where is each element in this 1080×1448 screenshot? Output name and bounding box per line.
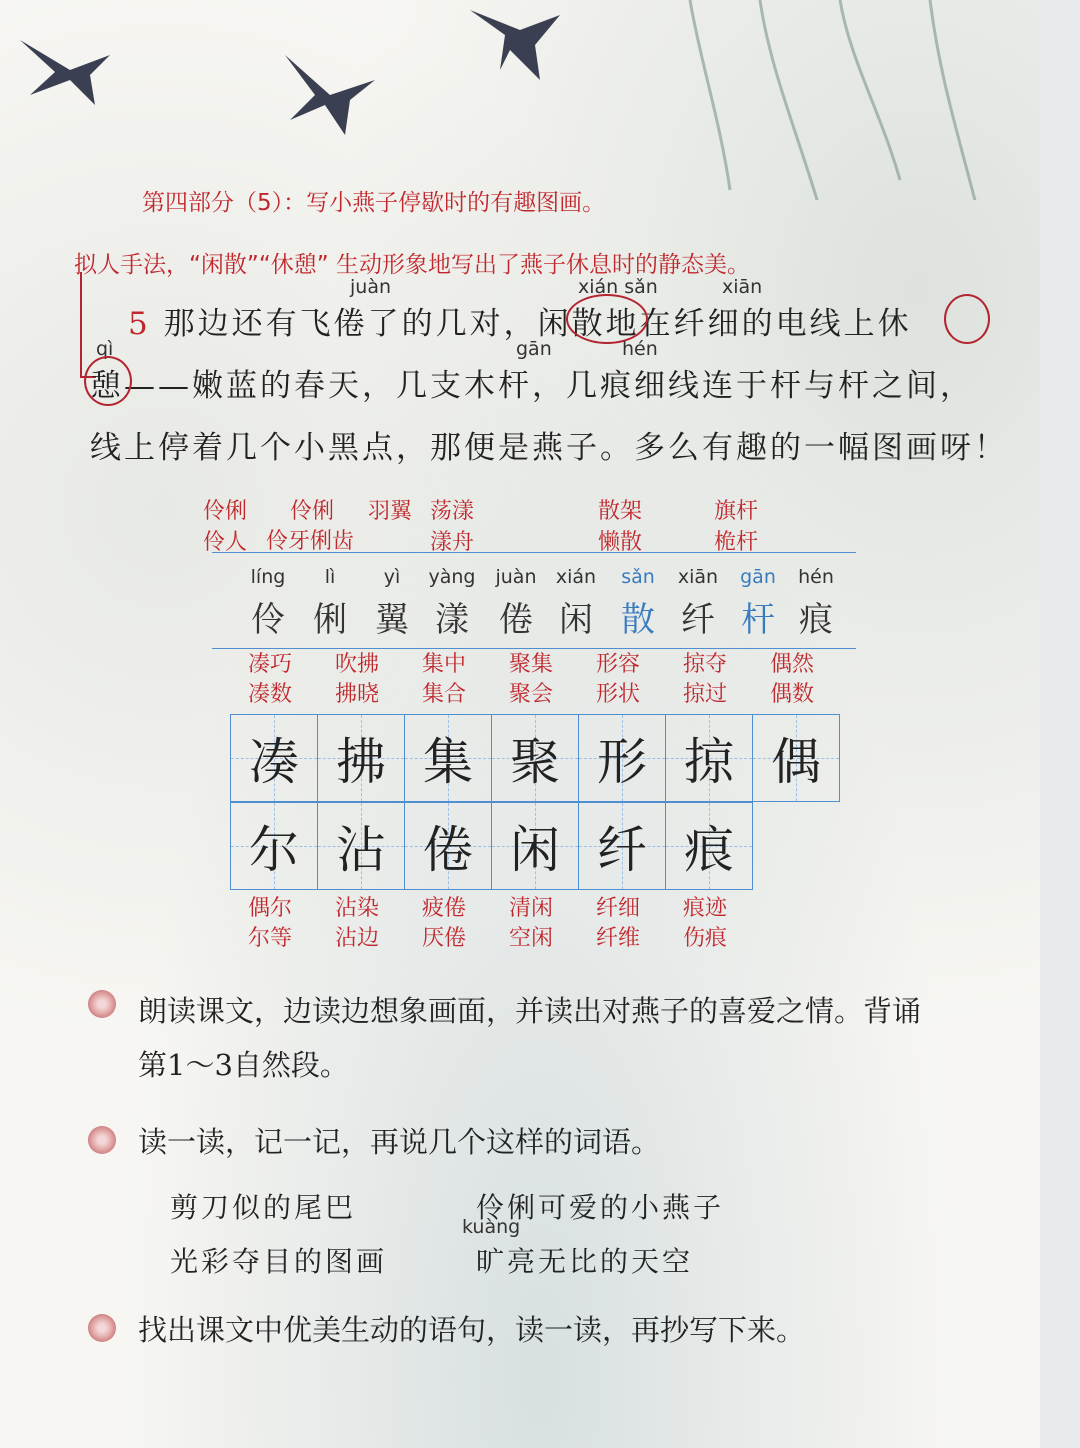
word-pair bbox=[248, 650, 334, 710]
word-pair bbox=[596, 894, 682, 954]
circle-xiansan bbox=[566, 294, 648, 344]
grid-cell: 偶 bbox=[753, 715, 839, 801]
pinyin-hen: hén bbox=[622, 338, 658, 360]
character-glyph: 漾 bbox=[435, 600, 469, 640]
words-yang bbox=[430, 494, 474, 556]
word: 沾边 bbox=[335, 926, 380, 951]
character-glyph: 闲 bbox=[559, 600, 593, 640]
phrase-3: 光彩夺目的图画 bbox=[170, 1245, 388, 1278]
grid-cell: 闲 bbox=[492, 803, 579, 889]
new-character bbox=[302, 566, 358, 641]
exercise-bullet-icon bbox=[88, 990, 116, 1018]
character-glyph: 杆 bbox=[741, 600, 775, 640]
word-pair bbox=[509, 894, 595, 954]
exercise-bullet-icon bbox=[88, 1126, 116, 1154]
word: 凑巧 bbox=[248, 652, 293, 677]
phrase-1: 剪刀似的尾巴 bbox=[170, 1191, 357, 1224]
grid-cell: 凑 bbox=[231, 715, 318, 801]
word: 荡漾 bbox=[430, 499, 475, 524]
pinyin-gan: gān bbox=[516, 338, 552, 360]
new-character bbox=[548, 566, 604, 641]
new-character bbox=[670, 566, 726, 641]
character-pinyin: yì bbox=[383, 566, 401, 588]
grid-cell: 集 bbox=[405, 715, 492, 801]
paragraph-line-1 bbox=[128, 298, 912, 343]
word: 清闲 bbox=[509, 896, 554, 921]
new-character bbox=[610, 566, 666, 641]
line2-text: 憩——嫩蓝的春天，几支木杆，几痕细线连于杆与杆之间， bbox=[90, 368, 974, 404]
exercise-bullet-icon bbox=[88, 1314, 116, 1342]
character-pinyin: líng bbox=[250, 566, 286, 588]
word: 纤维 bbox=[596, 926, 641, 951]
line1-text: 那边还有飞倦了的几对，闲散地在纤细的电线上休 bbox=[163, 306, 912, 342]
words-gan bbox=[714, 494, 758, 556]
character-pinyin: xiān bbox=[677, 566, 719, 588]
pinyin-kuang: kuàng bbox=[462, 1216, 521, 1238]
word-pair bbox=[596, 650, 682, 710]
grid-words-bottom bbox=[238, 894, 858, 958]
grid-cell: 拂 bbox=[318, 715, 405, 801]
character-pinyin: yàng bbox=[428, 566, 476, 588]
divider-top bbox=[212, 552, 856, 553]
page-edge bbox=[1040, 0, 1080, 1448]
word-pair bbox=[683, 894, 769, 954]
circle-xiu bbox=[944, 294, 990, 344]
new-character bbox=[424, 566, 480, 641]
paragraph-number: 5 bbox=[128, 306, 151, 342]
circle-qi bbox=[84, 356, 132, 406]
character-glyph: 伶 bbox=[251, 600, 285, 640]
character-glyph: 纤 bbox=[681, 600, 715, 640]
character-pinyin: sǎn bbox=[621, 566, 655, 588]
word: 伶俐 bbox=[203, 499, 248, 524]
words-lingli bbox=[203, 494, 247, 556]
word: 伶人 bbox=[203, 530, 248, 555]
exercise-1-line-2: 第1～3自然段。 bbox=[138, 1048, 349, 1082]
word: 尔等 bbox=[248, 926, 293, 951]
pinyin-juan: juàn bbox=[350, 276, 392, 298]
new-characters-row bbox=[240, 566, 840, 646]
word: 伤痕 bbox=[683, 926, 728, 951]
word: 聚会 bbox=[509, 682, 554, 707]
word: 集合 bbox=[422, 682, 467, 707]
new-character bbox=[788, 566, 844, 641]
word-pair bbox=[422, 650, 508, 710]
writing-grid-row-1 bbox=[230, 714, 840, 802]
new-character bbox=[730, 566, 786, 641]
character-pinyin: gān bbox=[740, 566, 776, 588]
new-character bbox=[240, 566, 296, 641]
words-li bbox=[290, 494, 334, 525]
character-glyph: 翼 bbox=[375, 600, 409, 640]
exercise-3: 找出课文中优美生动的语句，读一读，再抄写下来。 bbox=[138, 1313, 806, 1347]
word-pair bbox=[770, 650, 856, 710]
word: 拂晓 bbox=[335, 682, 380, 707]
character-pinyin: juàn bbox=[495, 566, 537, 588]
word: 沾染 bbox=[335, 896, 380, 921]
word: 偶数 bbox=[770, 682, 815, 707]
grid-cell: 形 bbox=[579, 715, 666, 801]
character-pinyin: lì bbox=[324, 566, 336, 588]
grid-cell: 纤 bbox=[579, 803, 666, 889]
word: 凑数 bbox=[248, 682, 293, 707]
character-glyph: 散 bbox=[621, 600, 655, 640]
word: 桅杆 bbox=[714, 530, 759, 555]
pinyin-qi: qì bbox=[96, 338, 114, 360]
word-pair bbox=[683, 650, 769, 710]
word: 掠夺 bbox=[683, 652, 728, 677]
word: 伶牙俐齿 bbox=[266, 529, 355, 554]
phrase-2: 伶俐可爱的小燕子 bbox=[476, 1191, 725, 1224]
words-li-2 bbox=[266, 524, 354, 555]
word: 偶尔 bbox=[248, 896, 293, 921]
exercise-1 bbox=[138, 984, 998, 1092]
words-san bbox=[598, 494, 642, 556]
word: 集中 bbox=[422, 652, 467, 677]
word: 羽翼 bbox=[368, 499, 413, 524]
character-pinyin: hén bbox=[798, 566, 834, 588]
word: 聚集 bbox=[509, 652, 554, 677]
word-pair bbox=[422, 894, 508, 954]
word: 伶俐 bbox=[290, 499, 335, 524]
word: 懒散 bbox=[598, 530, 643, 555]
grid-cell: 聚 bbox=[492, 715, 579, 801]
word: 偶然 bbox=[770, 652, 815, 677]
grid-cell: 尔 bbox=[231, 803, 318, 889]
word-pair bbox=[335, 894, 421, 954]
swallow-illustration bbox=[0, 0, 1040, 200]
word: 旗杆 bbox=[714, 499, 759, 524]
new-character bbox=[488, 566, 544, 641]
word: 疲倦 bbox=[422, 896, 467, 921]
exercise-2: 读一读，记一记，再说几个这样的词语。 bbox=[138, 1125, 661, 1159]
new-character bbox=[364, 566, 420, 641]
pinyin-xian: xiān bbox=[722, 276, 763, 298]
phrase-4: 旷亮无比的天空 bbox=[476, 1245, 694, 1278]
word: 形容 bbox=[596, 652, 641, 677]
word: 纤细 bbox=[596, 896, 641, 921]
word-pair bbox=[335, 650, 421, 710]
grid-cell: 痕 bbox=[666, 803, 752, 889]
word-pair bbox=[509, 650, 595, 710]
character-glyph: 俐 bbox=[313, 600, 347, 640]
character-pinyin: xián bbox=[555, 566, 597, 588]
section-heading: 第四部分（5）：写小燕子停歇时的有趣图画。 bbox=[142, 190, 606, 216]
grid-cell: 倦 bbox=[405, 803, 492, 889]
grid-cell: 掠 bbox=[666, 715, 753, 801]
word: 厌倦 bbox=[422, 926, 467, 951]
exercise-1-line-1: 朗读课文，边读边想象画面，并读出对燕子的喜爱之情。背诵 bbox=[138, 994, 922, 1028]
character-glyph: 痕 bbox=[799, 600, 833, 640]
word: 形状 bbox=[596, 682, 641, 707]
writing-grid-row-2 bbox=[230, 802, 753, 890]
divider-bottom bbox=[212, 648, 856, 649]
word: 吹拂 bbox=[335, 652, 380, 677]
grid-cell: 沾 bbox=[318, 803, 405, 889]
grid-words-top bbox=[238, 650, 858, 714]
annotation-note: 拟人手法，“闲散”“休憩” 生动形象地写出了燕子休息时的静态美。 bbox=[74, 252, 750, 278]
word: 痕迹 bbox=[683, 896, 728, 921]
words-yi bbox=[368, 494, 412, 525]
character-glyph: 倦 bbox=[499, 600, 533, 640]
word: 漾舟 bbox=[430, 530, 475, 555]
pinyin-xiansan: xián sǎn bbox=[578, 276, 658, 298]
word: 散架 bbox=[598, 499, 643, 524]
line3-text: 线上停着几个小黑点，那便是燕子。多么有趣的一幅图画呀！ bbox=[90, 430, 1008, 466]
word: 空闲 bbox=[509, 926, 554, 951]
word-pair bbox=[248, 894, 334, 954]
word: 掠过 bbox=[683, 682, 728, 707]
